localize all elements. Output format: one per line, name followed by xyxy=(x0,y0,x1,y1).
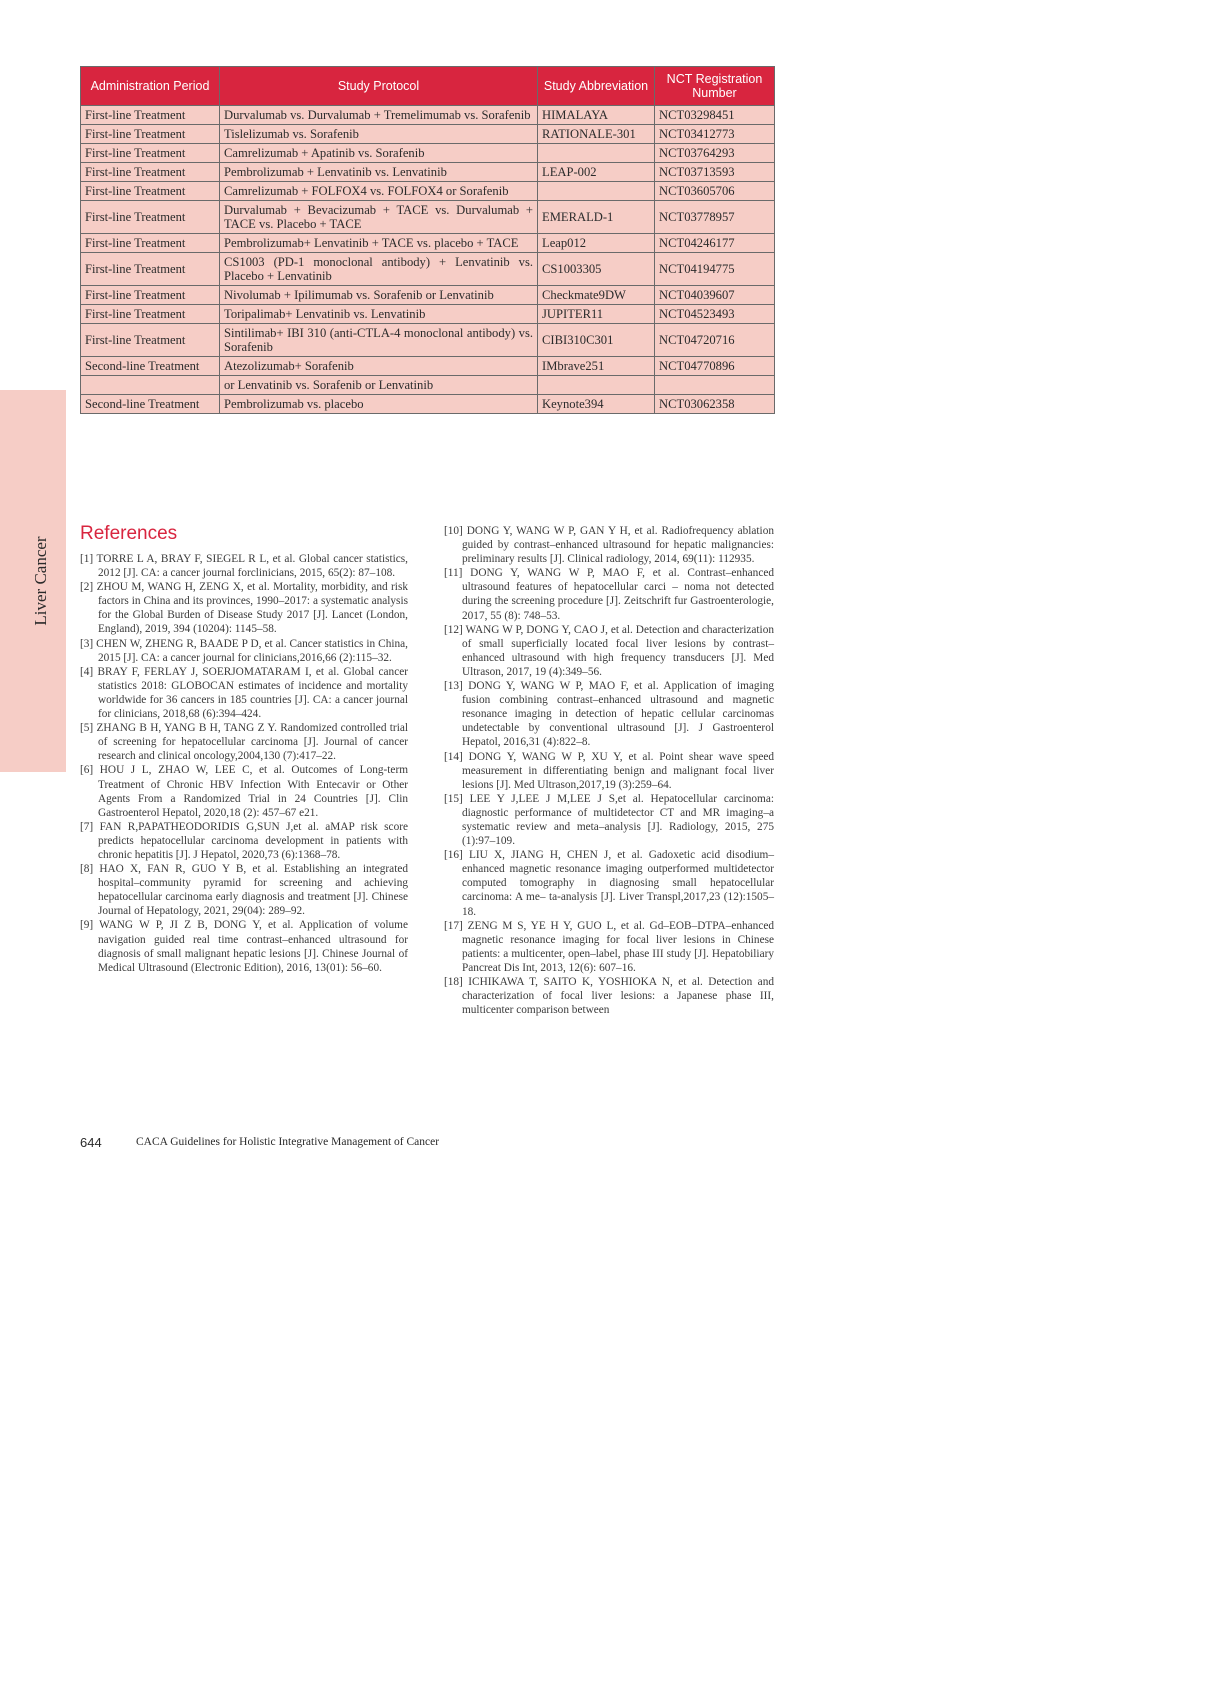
cell-period: First-line Treatment xyxy=(81,144,220,163)
header-nct-number: NCT Registration Number xyxy=(655,67,775,106)
cell-abbreviation: Leap012 xyxy=(538,234,655,253)
cell-abbreviation xyxy=(538,376,655,395)
cell-protocol: Toripalimab+ Lenvatinib vs. Lenvatinib xyxy=(220,305,538,324)
reference-item: [10] DONG Y, WANG W P, GAN Y H, et al. Radiofrequency ablation guided by contrast–enhanced ultrasound for hepatic malignancies: preliminary results [J]. Clinical radiology, 2014, 69(11): 112935. xyxy=(444,525,774,566)
cell-protocol: Sintilimab+ IBI 310 (anti-CTLA-4 monoclonal antibody) vs. Sorafenib xyxy=(220,324,538,357)
cell-period: First-line Treatment xyxy=(81,182,220,201)
table-row xyxy=(81,305,775,324)
reference-item: [18] ICHIKAWA T, SAITO K, YOSHIOKA N, et al. Detection and characterization of focal liver lesions: a Japanese phase III, multicenter comparison between xyxy=(444,976,774,1017)
cell-protocol: Tislelizumab vs. Sorafenib xyxy=(220,125,538,144)
table-row xyxy=(81,253,775,286)
table-row xyxy=(81,395,775,414)
table-row xyxy=(81,286,775,305)
reference-item: [7] FAN R,PAPATHEODORIDIS G,SUN J,et al. aMAP risk score predicts hepatocellular carcinoma development in patients with chronic hepatitis [J]. J Hepatol, 2020,73 (6):1368–78. xyxy=(80,820,408,861)
table-row xyxy=(81,234,775,253)
cell-abbreviation: EMERALD-1 xyxy=(538,201,655,234)
reference-item: [4] BRAY F, FERLAY J, SOERJOMATARAM I, et al. Global cancer statistics 2018: GLOBOCAN estimates of incidence and mortality worldwide for 36 cancers in 185 countries [J]. CA: a cancer journal for clinicians, 2018,68 (6):394–424. xyxy=(80,665,408,721)
cell-protocol: Camrelizumab + Apatinib vs. Sorafenib xyxy=(220,144,538,163)
cell-abbreviation: RATIONALE-301 xyxy=(538,125,655,144)
reference-item: [5] ZHANG B H, YANG B H, TANG Z Y. Randomized controlled trial of screening for hepatocellular carcinoma [J]. Journal of cancer research and clinical oncology,2004,130 (7):417–22. xyxy=(80,722,408,763)
reference-item: [13] DONG Y, WANG W P, MAO F, et al. Application of imaging fusion combining contrast–enhanced ultrasound and magnetic resonance imaging in detection of hepatic cellular carcinomas undetectable by conventional ultrasound [J]. J Gastroenterol Hepatol, 2016,31 (4):822–8. xyxy=(444,680,774,749)
side-section-label: Liver Cancer xyxy=(31,536,50,626)
header-study-abbreviation: Study Abbreviation xyxy=(538,67,655,106)
cell-period: First-line Treatment xyxy=(81,324,220,357)
cell-period: First-line Treatment xyxy=(81,106,220,125)
table-row xyxy=(81,182,775,201)
clinical-trials-table xyxy=(80,66,775,414)
cell-protocol: Pembrolizumab vs. placebo xyxy=(220,395,538,414)
reference-item: [15] LEE Y J,LEE J M,LEE J S,et al. Hepatocellular carcinoma: diagnostic performance of multidetector CT and MR imaging–a systematic review and meta–analysis [J]. Radiology, 2015, 275 (1):97–109. xyxy=(444,792,774,848)
cell-abbreviation: IMbrave251 xyxy=(538,357,655,376)
cell-abbreviation: Checkmate9DW xyxy=(538,286,655,305)
table-row xyxy=(81,324,775,357)
references-list-left xyxy=(80,552,408,975)
cell-abbreviation: Keynote394 xyxy=(538,395,655,414)
cell-nct: NCT03605706 xyxy=(655,182,775,201)
cell-nct: NCT04770896 xyxy=(655,357,775,376)
cell-nct: NCT04039607 xyxy=(655,286,775,305)
cell-period: First-line Treatment xyxy=(81,305,220,324)
reference-item: [16] LIU X, JIANG H, CHEN J, et al. Gadoxetic acid disodium–enhanced magnetic resonance imaging outperformed multidetector computed tomography in diagnosing small hepatocellular carcinoma: A me– ta-analysis [J]. Liver Transpl,2017,23 (12):1505–18. xyxy=(444,849,774,918)
reference-item: [2] ZHOU M, WANG H, ZENG X, et al. Mortality, morbidity, and risk factors in China and its provinces, 1990–2017: a systematic analysis for the Global Burden of Disease Study 2017 [J]. Lancet (London, England), 2019, 394 (10204): 1145–58. xyxy=(80,581,408,636)
reference-item: [3] CHEN W, ZHENG R, BAADE P D, et al. Cancer statistics in China, 2015 [J]. CA: a cancer journal for clinicians,2016,66 (2):115–32. xyxy=(80,637,408,664)
cell-protocol: Nivolumab + Ipilimumab vs. Sorafenib or Lenvatinib xyxy=(220,286,538,305)
cell-period: First-line Treatment xyxy=(81,163,220,182)
header-administration-period: Administration Period xyxy=(81,67,220,106)
cell-period: Second-line Treatment xyxy=(81,357,220,376)
table-row xyxy=(81,376,775,395)
cell-nct: NCT04194775 xyxy=(655,253,775,286)
cell-abbreviation: HIMALAYA xyxy=(538,106,655,125)
table-row xyxy=(81,106,775,125)
cell-period: First-line Treatment xyxy=(81,253,220,286)
cell-nct xyxy=(655,376,775,395)
cell-period: First-line Treatment xyxy=(81,286,220,305)
header-study-protocol: Study Protocol xyxy=(220,67,538,106)
references-heading: References xyxy=(80,523,178,544)
cell-abbreviation: JUPITER11 xyxy=(538,305,655,324)
table-header-row xyxy=(81,67,775,106)
cell-period: First-line Treatment xyxy=(81,125,220,144)
reference-item: [14] DONG Y, WANG W P, XU Y, et al. Point shear wave speed measurement in differentiating benign and malignant focal liver lesions [J]. Med Ultrason,2017,19 (3):259–64. xyxy=(444,750,774,791)
running-title: CACA Guidelines for Holistic Integrative Management of Cancer xyxy=(136,1136,440,1148)
cell-nct: NCT04523493 xyxy=(655,305,775,324)
cell-protocol: Durvalumab vs. Durvalumab + Tremelimumab vs. Sorafenib xyxy=(220,106,538,125)
table-row xyxy=(81,125,775,144)
reference-item: [12] WANG W P, DONG Y, CAO J, et al. Detection and characterization of small superficially located focal liver lesions by contrast–enhanced ultrasound with high frequency transducers [J]. Med Ultrason, 2017, 19 (4):349–56. xyxy=(444,623,774,678)
cell-period: First-line Treatment xyxy=(81,201,220,234)
cell-protocol: Camrelizumab + FOLFOX4 vs. FOLFOX4 or Sorafenib xyxy=(220,182,538,201)
reference-item: [17] ZENG M S, YE H Y, GUO L, et al. Gd–EOB–DTPA–enhanced magnetic resonance imaging for focal liver lesions in Chinese patients: a multicenter, open–label, phase III study [J]. Hepatobiliary Pancreat Dis Int, 2013, 12(6): 607–16. xyxy=(444,919,774,974)
cell-protocol: Pembrolizumab+ Lenvatinib + TACE vs. placebo + TACE xyxy=(220,234,538,253)
cell-protocol: Durvalumab + Bevacizumab + TACE vs. Durvalumab + TACE vs. Placebo + TACE xyxy=(220,201,538,234)
table-row xyxy=(81,357,775,376)
table-row xyxy=(81,163,775,182)
cell-protocol: CS1003 (PD-1 monoclonal antibody) + Lenvatinib vs. Placebo + Lenvatinib xyxy=(220,253,538,286)
cell-protocol: or Lenvatinib vs. Sorafenib or Lenvatinib xyxy=(220,376,538,395)
cell-abbreviation: LEAP-002 xyxy=(538,163,655,182)
cell-abbreviation: CS1003305 xyxy=(538,253,655,286)
cell-period: Second-line Treatment xyxy=(81,395,220,414)
reference-item: [8] HAO X, FAN R, GUO Y B, et al. Establishing an integrated hospital–community pyramid for screening and achieving hepatocellular carcinoma early diagnosis and treatment [J]. Chinese Journal of Hepatology, 2021, 29(04): 289–92. xyxy=(80,863,408,918)
cell-nct: NCT03764293 xyxy=(655,144,775,163)
reference-item: [9] WANG W P, JI Z B, DONG Y, et al. Application of volume navigation guided real time contrast–enhanced ultrasound for diagnosis of small malignant hepatic lesions [J]. Chinese Journal of Medical Ultrasound (Electronic Edition), 2016, 13(01): 56–60. xyxy=(80,919,408,974)
cell-abbreviation: CIBI310C301 xyxy=(538,324,655,357)
references-list-right xyxy=(444,524,774,1017)
cell-period: First-line Treatment xyxy=(81,234,220,253)
page-number: 644 xyxy=(80,1135,102,1150)
cell-protocol: Atezolizumab+ Sorafenib xyxy=(220,357,538,376)
table-row xyxy=(81,201,775,234)
reference-item: [1] TORRE L A, BRAY F, SIEGEL R L, et al. Global cancer statistics, 2012 [J]. CA: a cancer journal forclinicians, 2015, 65(2): 87–108. xyxy=(80,553,408,580)
reference-item: [11] DONG Y, WANG W P, MAO F, et al. Contrast–enhanced ultrasound features of hepatocellular carci – noma not detected during the screening procedure [J]. Zeitschrift fur Gastroenterologie, 2017, 55 (8): 748–53. xyxy=(444,567,774,622)
cell-nct: NCT03778957 xyxy=(655,201,775,234)
reference-item: [6] HOU J L, ZHAO W, LEE C, et al. Outcomes of Long-term Treatment of Chronic HBV Infection With Entecavir or Other Agents From a Randomized Trial in 24 Countries [J]. Clin Gastroenterol Hepatol, 2020,18 (2): 457–67 e21. xyxy=(80,764,408,819)
cell-nct: NCT04246177 xyxy=(655,234,775,253)
table-row xyxy=(81,144,775,163)
cell-nct: NCT03062358 xyxy=(655,395,775,414)
cell-protocol: Pembrolizumab + Lenvatinib vs. Lenvatinib xyxy=(220,163,538,182)
cell-nct: NCT03713593 xyxy=(655,163,775,182)
cell-abbreviation xyxy=(538,182,655,201)
cell-nct: NCT04720716 xyxy=(655,324,775,357)
cell-nct: NCT03298451 xyxy=(655,106,775,125)
cell-abbreviation xyxy=(538,144,655,163)
cell-period xyxy=(81,376,220,395)
cell-nct: NCT03412773 xyxy=(655,125,775,144)
